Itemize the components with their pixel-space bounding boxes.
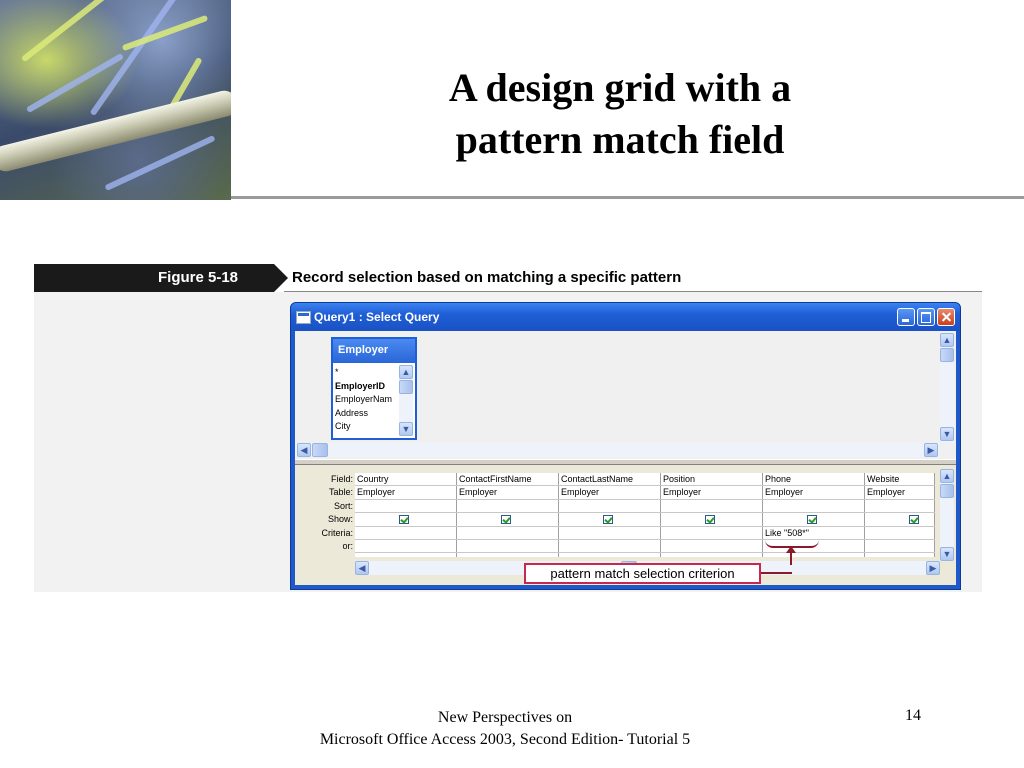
grid-sort-cell[interactable]	[865, 500, 935, 513]
grid-field-cell[interactable]: Website	[865, 473, 935, 486]
minimize-button[interactable]	[897, 308, 915, 326]
scroll-down-icon[interactable]: ▼	[940, 427, 954, 441]
grid-row-labels	[295, 473, 353, 553]
scroll-left-icon[interactable]: ◀	[297, 443, 311, 457]
grid-show-cell	[865, 513, 935, 526]
grid-field-cell[interactable]: ContactLastName	[559, 473, 661, 486]
field-list-item[interactable]: Address	[335, 407, 369, 418]
grid-field-cell[interactable]: ContactFirstName	[457, 473, 559, 486]
grid-sort-cell[interactable]	[457, 500, 559, 513]
grid-or-cell[interactable]	[865, 540, 935, 553]
scroll-up-icon[interactable]: ▲	[940, 469, 954, 483]
close-button[interactable]	[937, 308, 955, 326]
row-label-table: Table:	[328, 487, 353, 498]
scroll-thumb[interactable]	[312, 443, 328, 457]
grid-criteria-cell[interactable]	[355, 527, 457, 540]
grid-criteria-cell-phone[interactable]: Like "508*"	[763, 527, 865, 540]
field-list-items	[335, 366, 399, 434]
row-label-show: Show:	[327, 514, 353, 525]
grid-field-cell[interactable]: Country	[355, 473, 457, 486]
row-label-or: or:	[342, 541, 353, 552]
corner-photo	[0, 0, 231, 200]
field-list-item[interactable]: City	[335, 421, 351, 431]
slide-footer	[260, 707, 750, 751]
field-list-title: Employer	[333, 339, 415, 363]
callout-pointer	[790, 549, 792, 565]
callout-label: pattern match selection criterion	[524, 563, 761, 584]
scroll-up-icon[interactable]: ▲	[940, 333, 954, 347]
grid-sort-cell[interactable]	[355, 500, 457, 513]
grid-table-cell[interactable]: Employer	[865, 486, 935, 499]
scroll-right-icon[interactable]: ▶	[926, 561, 940, 575]
field-list-employer[interactable]	[331, 337, 417, 440]
slide-title-line2: pattern match field	[455, 117, 785, 162]
window-title: Query1 : Select Query	[314, 310, 440, 324]
grid-column-contactfirstname	[457, 473, 559, 557]
grid-table-cell[interactable]: Employer	[559, 486, 661, 499]
row-label-sort: Sort:	[333, 500, 353, 511]
grid-column-country	[355, 473, 457, 557]
field-list-item[interactable]: EmployerNam	[335, 394, 393, 404]
grid-show-cell	[559, 513, 661, 526]
scroll-up-icon[interactable]: ▲	[399, 365, 413, 379]
grid-table-cell[interactable]: Employer	[457, 486, 559, 499]
title-divider	[231, 196, 1024, 199]
scroll-down-icon[interactable]: ▼	[399, 422, 413, 436]
upper-vertical-scrollbar[interactable]	[940, 331, 954, 443]
field-list-item[interactable]: EmployerID	[335, 380, 386, 391]
slide-title-line1: A design grid with a	[448, 65, 792, 110]
scroll-thumb[interactable]	[940, 484, 954, 498]
maximize-button[interactable]	[917, 308, 935, 326]
row-label-criteria: Criteria:	[321, 527, 353, 538]
grid-or-cell[interactable]	[559, 540, 661, 553]
grid-vertical-scrollbar[interactable]	[940, 469, 954, 561]
grid-criteria-cell[interactable]	[865, 527, 935, 540]
grid-sort-cell[interactable]	[763, 500, 865, 513]
show-checkbox[interactable]	[807, 515, 817, 524]
grid-column-position	[661, 473, 763, 557]
scroll-left-icon[interactable]: ◀	[355, 561, 369, 575]
table-pane	[295, 331, 956, 459]
field-list-scrollbar[interactable]	[399, 365, 413, 436]
window-body	[295, 331, 956, 585]
show-checkbox[interactable]	[603, 515, 613, 524]
scroll-thumb[interactable]	[399, 380, 413, 394]
grid-table-cell[interactable]: Employer	[355, 486, 457, 499]
show-checkbox[interactable]	[501, 515, 511, 524]
grid-show-cell	[763, 513, 865, 526]
grid-criteria-cell[interactable]	[457, 527, 559, 540]
grid-table-cell[interactable]: Employer	[661, 486, 763, 499]
show-checkbox[interactable]	[909, 515, 919, 524]
figure-number: Figure 5-18	[158, 269, 239, 286]
page-number: 14	[905, 707, 921, 724]
grid-or-cell[interactable]	[457, 540, 559, 553]
show-checkbox[interactable]	[399, 515, 409, 524]
row-label-field: Field:	[330, 474, 353, 484]
design-grid	[355, 473, 935, 557]
scroll-right-icon[interactable]: ▶	[924, 443, 938, 457]
grid-show-cell	[355, 513, 457, 526]
slide-title	[300, 62, 940, 166]
upper-horizontal-scrollbar[interactable]	[295, 443, 940, 457]
footer-line2: Microsoft Office Access 2003, Second Edition- Tutorial 5	[319, 731, 691, 748]
grid-criteria-cell[interactable]	[661, 527, 763, 540]
grid-field-cell[interactable]: Phone	[763, 473, 865, 486]
window-titlebar[interactable]	[291, 303, 960, 331]
figure-banner	[34, 264, 982, 292]
footer-line1: New Perspectives on	[437, 709, 573, 726]
grid-show-cell	[661, 513, 763, 526]
figure-caption: Record selection based on matching a specific pattern	[292, 269, 682, 286]
grid-field-cell[interactable]: Position	[661, 473, 763, 486]
grid-column-website	[865, 473, 935, 557]
query-icon	[296, 311, 311, 324]
callout-pointer-horizontal	[761, 572, 792, 574]
grid-table-cell[interactable]: Employer	[763, 486, 865, 499]
scroll-down-icon[interactable]: ▼	[940, 547, 954, 561]
scroll-thumb[interactable]	[940, 348, 954, 362]
grid-show-cell	[457, 513, 559, 526]
show-checkbox[interactable]	[705, 515, 715, 524]
grid-or-cell[interactable]	[661, 540, 763, 553]
grid-or-cell[interactable]	[355, 540, 457, 553]
field-list-item[interactable]: *	[335, 367, 339, 377]
grid-column-contactlastname	[559, 473, 661, 557]
grid-sort-cell[interactable]	[661, 500, 763, 513]
query-window	[290, 302, 961, 590]
grid-sort-cell[interactable]	[559, 500, 661, 513]
grid-criteria-cell[interactable]	[559, 527, 661, 540]
